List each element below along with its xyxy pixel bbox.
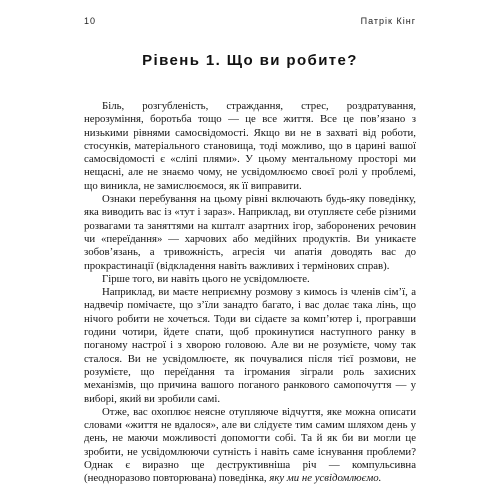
italic-phrase: яку ми не усвідомлюємо. xyxy=(269,472,382,485)
paragraph-text: Отже, вас охоплює неясне отупляюче відчуття, яке можна описати словами «життя не вдалося», але ви слідуєте тим самим шляхом день у день, не маючи можливості допомогти собі. Та й як би ви могли це зробити, не усвідомлюючи сутність і навіть саме існування проблеми? Однак є виразно ще деструктивніша річ — компульсивна (неодноразово повторювана) поведінка, xyxy=(84,405,416,485)
paragraph: Гірше того, ви навіть цього не усвідомлюєте. xyxy=(102,272,310,285)
running-header xyxy=(84,16,416,28)
running-author: Патрік Кінг xyxy=(360,16,416,26)
paragraph-last xyxy=(84,406,416,486)
paragraph: Ознаки перебування на цьому рівні включають будь-яку поведінку, яка виводить вас із «тут і зараз». Наприклад, ви отупляєте себе різними розвагами та заняттями на кшталт азартних ігор, заборонених речовин чи «переїдання» — харчових або медійних продуктів. Ви уникаєте зобов’язань, а тривожність, агресія чи апатія доводять вас до прокрастинації (відкладення навіть важливих і термінових справ). xyxy=(84,193,416,272)
paragraph: Наприклад, ви маєте неприємну розмову з кимось із членів сім’ї, а надвечір помічаєте, що з’їли занадто багато, і вас долає така лінь, що нічого робити не хочеться. Тоди ви сідаєте за комп’ютер і, програвши години чотири, йдете спати, щоб прокинутися наступного ранку в поганому настрої і з хворою головою. Але ви не розумієте, чому так сталося. Ви не усвідомлюєте, як почувалися після тієї розмови, не розумієте, що переїдання та ігромания зіграли роль захисних механізмів, що причина вашого поганого ранкового самопочуття — у виборі, який ви зробили самі. xyxy=(84,286,416,405)
page-number: 10 xyxy=(84,16,97,26)
body-text xyxy=(84,100,416,486)
paragraph: Біль, розгубленість, страждання, стрес, роздратування, нерозуміння, боротьба тощо — це все життя. Все це пов’язано з низькими рівнями самосвідомості. Якщо ви не в захваті від роботи, стосунків, матеріального становища, тоді можливо, що в царині вашої самосвідомості є «сліпі плями». У цьому ментальному просторі ми нещасні, але не знаємо чому, не усвідомлюємо своєї ролі у проблемі, що виникла, не замислюємося, як її виправити. xyxy=(84,100,416,192)
section-title: Рівень 1. Що ви робите? xyxy=(142,52,358,69)
